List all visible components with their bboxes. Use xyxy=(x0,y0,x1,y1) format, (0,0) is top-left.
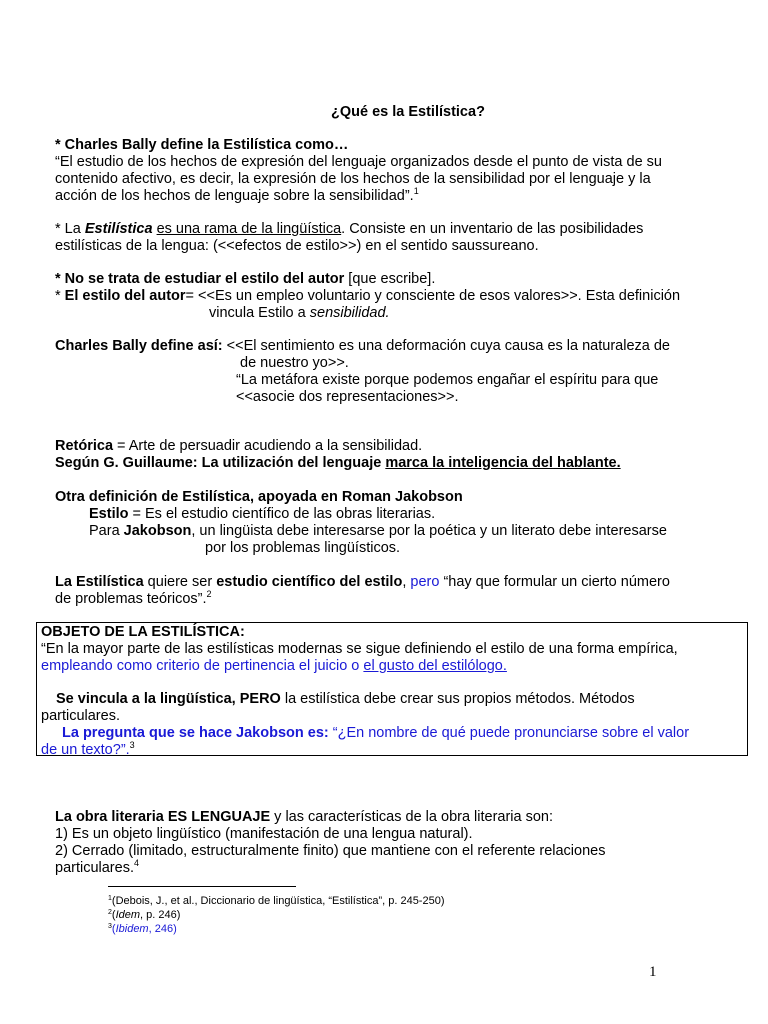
jakobson-heading: Otra definición de Estilística, apoyada en Roman Jakobson xyxy=(55,489,463,505)
bally-asi-line-4: <<asocie dos representaciones>>. xyxy=(236,389,459,405)
objeto-line-1: “En la mayor parte de las estilísticas modernas se sigue definiendo el estilo de una forma empírica, xyxy=(41,641,678,657)
autor-line-1: * No se trata de estudiar el estilo del autor [que escribe]. xyxy=(55,271,436,287)
obra-line-1: La obra literaria ES LENGUAJE y las características de la obra literaria son: xyxy=(55,809,554,825)
bally-asi-line-2: de nuestro yo>>. xyxy=(240,355,349,371)
bally-asi-line-1: Charles Bally define así: <<El sentimiento es una deformación cuya causa es la naturaleza de xyxy=(55,338,670,354)
obra-item-2-line-1: 2) Cerrado (limitado, estructuralmente finito) que mantiene con el referente relaciones xyxy=(55,843,606,859)
jakobson-para-line-2: por los problemas lingüísticos. xyxy=(205,540,401,556)
rama-paragraph-line-1: * La Estilística es una rama de la lingüística. Consiste en un inventario de las posibilidades xyxy=(55,221,644,237)
footnote-ref-2[interactable]: 2 xyxy=(206,589,212,599)
objeto-pregunta-line-2: de un texto?”.$^3$ xyxy=(41,740,135,758)
footnote-3: $^3$(Ibidem, 246) xyxy=(108,923,177,935)
rama-paragraph-line-2: estilísticas de la lengua: (<<efectos de estilo>>) en el sentido saussureano. xyxy=(55,238,539,254)
bally-asi-line-3: “La metáfora existe porque podemos engañar el espíritu para que xyxy=(236,372,659,388)
autor-line-3: vincula Estilo a sensibilidad. xyxy=(209,305,390,321)
cientifico-line-2: de problemas teóricos”.$^2$ xyxy=(55,589,212,607)
bally-definition-line-2: contenido afectivo, es decir, la expresión de los hechos de la sensibilidad por el lenguaje y la xyxy=(55,171,651,187)
page-number: 1 xyxy=(649,964,657,980)
objeto-pregunta-line-1: La pregunta que se hace Jakobson es: “¿En nombre de qué puede pronunciarse sobre el valor xyxy=(62,725,690,741)
footnote-ref-3[interactable]: 3 xyxy=(129,740,135,750)
objeto-vincula-line-2: particulares. xyxy=(41,708,120,724)
footnote-ref-4[interactable]: 4 xyxy=(133,858,139,868)
footnote-ref-1[interactable]: 1 xyxy=(413,186,419,196)
footnote-2: $^2$(Idem, p. 246) xyxy=(108,909,181,921)
guillaume-line: Según G. Guillaume: La utilización del lenguaje marca la inteligencia del hablante. xyxy=(55,455,621,471)
objeto-vincula-line-1: Se vincula a la lingüística, PERO la estilística debe crear sus propios métodos. Métodos xyxy=(56,691,635,707)
objeto-heading: OBJETO DE LA ESTILÍSTICA: xyxy=(41,624,245,640)
bally-definition-line-3: acción de los hechos de lenguaje sobre la sensibilidad”.$^1$ xyxy=(55,186,419,204)
autor-line-2: * El estilo del autor= <<Es un empleo voluntario y consciente de esos valores>>. Esta definición xyxy=(55,288,681,304)
retorica-line: Retórica = Arte de persuadir acudiendo a la sensibilidad. xyxy=(55,438,423,454)
page-title: ¿Qué es la Estilística? xyxy=(331,104,485,120)
obra-item-2-line-2: particulares.$^4$ xyxy=(55,858,139,876)
jakobson-para-line-1: Para Jakobson, un lingüista debe interesarse por la poética y un literato debe interesarse xyxy=(89,523,667,539)
objeto-line-2: empleando como criterio de pertinencia el juicio o el gusto del estilólogo. xyxy=(41,658,507,674)
footnote-1: $^1$(Debois, J., et al., Diccionario de lingüística, “Estilística”, p. 245-250) xyxy=(108,895,445,907)
cientifico-line-1: La Estilística quiere ser estudio científico del estilo, pero “hay que formular un cierto número xyxy=(55,574,670,590)
obra-item-1: 1) Es un objeto lingüístico (manifestación de una lengua natural). xyxy=(55,826,473,842)
footnote-separator xyxy=(108,886,296,887)
jakobson-estilo-line: Estilo = Es el estudio científico de las obras literarias. xyxy=(89,506,436,522)
bally-definition-heading: * Charles Bally define la Estilística como… xyxy=(55,137,349,153)
bally-definition-line-1: “El estudio de los hechos de expresión del lenguaje organizados desde el punto de vista de su xyxy=(55,154,662,170)
